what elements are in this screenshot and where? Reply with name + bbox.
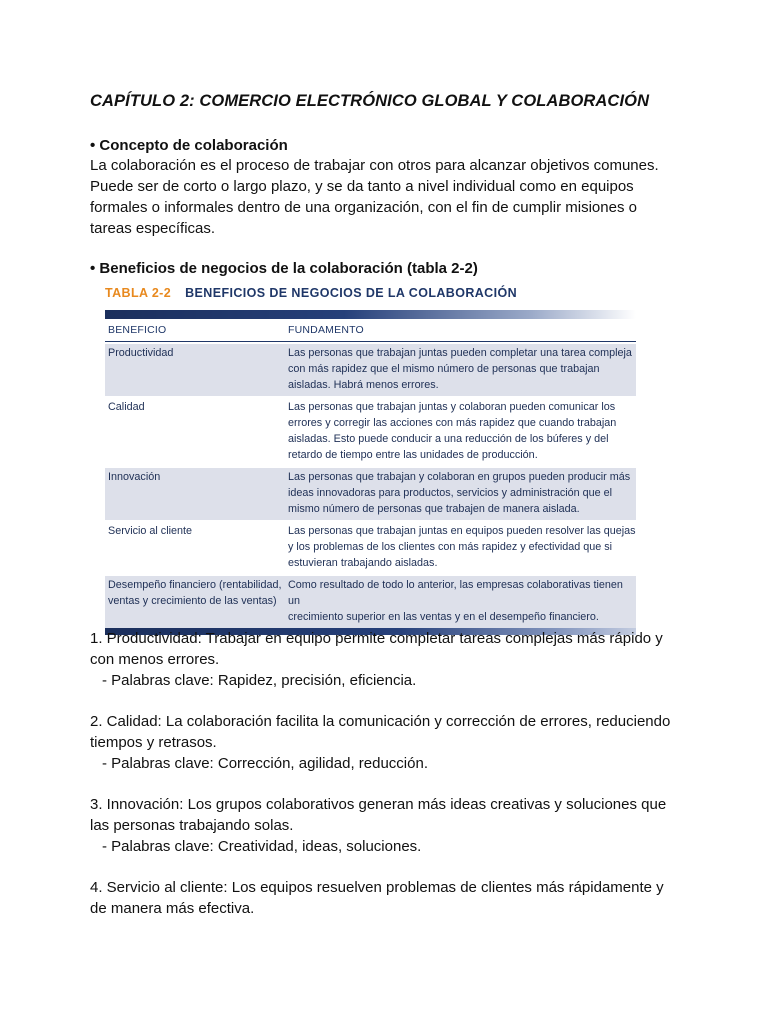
benefit-line: Innovación [108,471,161,483]
table-caption [105,286,636,306]
table-row [105,396,636,466]
list-item [90,877,690,919]
table-number: TABLA 2-2 [105,286,172,300]
benefit-cell [105,576,283,628]
concept-line: tareas específicas. [90,220,216,237]
table-row [105,574,636,628]
benefit-line: Desempeño financiero (rentabilidad, [108,579,282,591]
table-header-row [105,319,636,342]
benefit-cell [105,344,283,396]
item-keywords: - Palabras clave: Creatividad, ideas, soluciones. [102,838,422,855]
benefits-heading: • Beneficios de negocios de la colaboración (tabla 2-2) [90,260,478,277]
rationale-line: mismo número de personas que trabajen de manera aislada. [288,503,580,515]
chapter-title: CAPÍTULO 2: COMERCIO ELECTRÓNICO GLOBAL Y COLABORACIÓN [90,92,650,110]
list-item [90,794,690,857]
item-line: con menos errores. [90,651,220,668]
concept-line: La colaboración es el proceso de trabajar con otros para alcanzar objetivos comunes. [90,157,659,174]
rationale-line: aisladas. Esto puede conducir a una reducción de los búferes y del [288,433,609,445]
benefit-cell [105,468,283,520]
rationale-cell [283,344,636,396]
list-item [90,628,690,691]
benefit-line: ventas y crecimiento de las ventas) [108,595,277,607]
table-row [105,466,636,520]
item-line: las personas trabajando solas. [90,817,294,834]
concept-line: formales o informales dentro de una organización, con el fin de cumplir misiones o [90,199,637,216]
benefit-summary-list [90,628,690,939]
table-top-rule [105,310,636,319]
table-row [105,520,636,574]
concept-line: Puede ser de corto o largo plazo, y se da tanto a nivel individual como en equipos [90,178,634,195]
item-line: 1. Productividad: Trabajar en equipo permite completar tareas complejas más rápido y [90,630,663,647]
rationale-line: Las personas que trabajan juntas en equipos pueden resolver las quejas [288,525,636,537]
concept-heading: • Concepto de colaboración [90,137,288,154]
rationale-line: y los problemas de los clientes con más rapidez y efectividad que si [288,541,613,553]
concept-paragraph [90,155,680,239]
item-keywords: - Palabras clave: Rapidez, precisión, eficiencia. [102,672,417,689]
rationale-cell [283,522,636,574]
item-line: tiempos y retrasos. [90,734,217,751]
rationale-line: aisladas. Habrá menos errores. [288,379,439,391]
rationale-line: Las personas que trabajan y colaboran en grupos pueden producir más [288,471,631,483]
header-benefit: BENEFICIO [108,324,167,336]
item-line: de manera más efectiva. [90,900,255,917]
rationale-cell [283,398,636,466]
header-rationale: FUNDAMENTO [288,324,364,336]
benefit-cell [105,522,283,574]
benefit-line: Productividad [108,347,174,359]
rationale-line: ideas innovadoras para productos, servicios y administración que el [288,487,613,499]
rationale-line: Las personas que trabajan juntas pueden completar una tarea compleja [288,347,632,359]
rationale-line: crecimiento superior en las ventas y en el desempeño financiero. [288,611,599,623]
rationale-line: retardo de tiempo entre las unidades de producción. [288,449,538,461]
item-line: 2. Calidad: La colaboración facilita la comunicación y corrección de errores, reduciendo [90,713,671,730]
table-title: BENEFICIOS DE NEGOCIOS DE LA COLABORACIÓN [185,286,518,300]
rationale-cell [283,468,636,520]
rationale-line: errores y corregir las acciones con más rapidez que cuando trabajan [288,417,617,429]
benefit-line: Servicio al cliente [108,525,193,537]
benefits-table [105,286,636,635]
table-row [105,342,636,396]
rationale-cell [283,576,636,628]
item-keywords: - Palabras clave: Corrección, agilidad, reducción. [102,755,428,772]
rationale-line: con más rapidez que el mismo número de personas que trabajan [288,363,600,375]
benefit-cell [105,398,283,466]
list-item [90,711,690,774]
rationale-line: Las personas que trabajan juntas y colaboran pueden comunicar los [288,401,616,413]
benefit-line: Calidad [108,401,145,413]
item-line: 4. Servicio al cliente: Los equipos resuelven problemas de clientes más rápidamente y [90,879,664,896]
item-line: 3. Innovación: Los grupos colaborativos generan más ideas creativas y soluciones que [90,796,667,813]
rationale-line: estuvieran trabajando aisladas. [288,557,438,569]
rationale-line: Como resultado de todo lo anterior, las empresas colaborativas tienen un [288,579,623,607]
